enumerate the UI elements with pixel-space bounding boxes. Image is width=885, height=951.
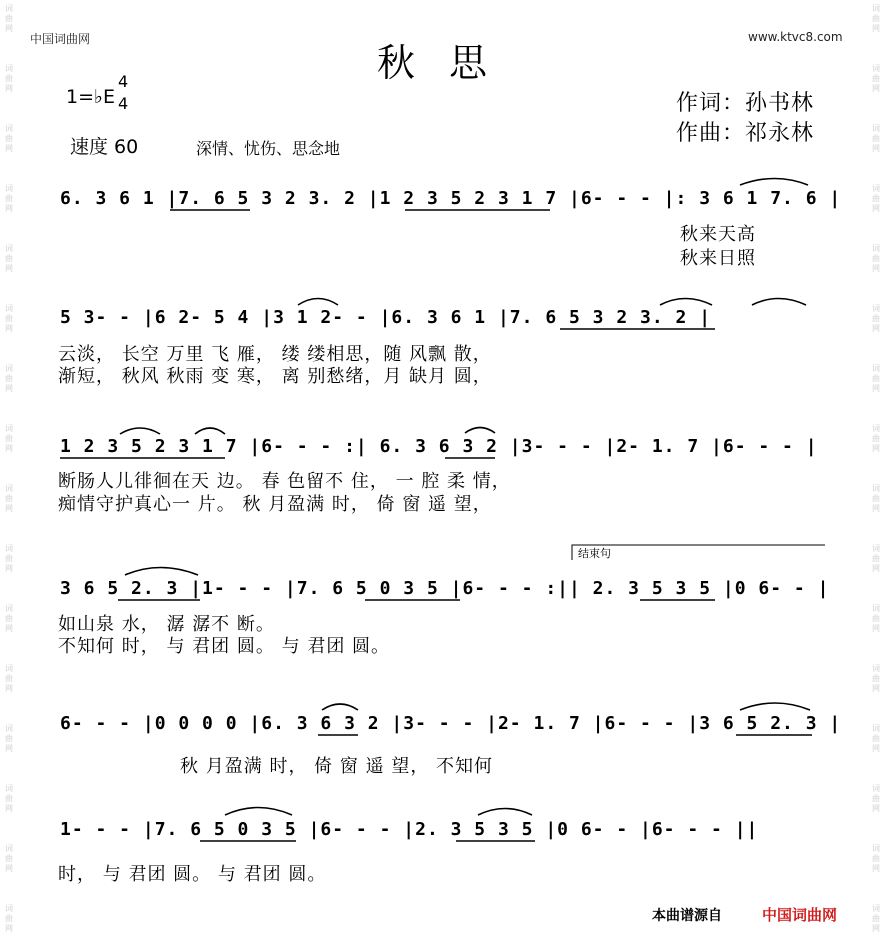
watermark-text: 词 曲 网 bbox=[872, 244, 880, 273]
score-row-1-lyric-1: 秋来天高 bbox=[680, 224, 756, 245]
score-row-1-notes: 6. 3 6 1 |7. 6 5 3 2 3. 2 |1 2 3 5 2 3 1 7 |6- - - |: 3 6 1 7. 6 | bbox=[60, 188, 842, 209]
ending-bracket-label: 结束句 bbox=[578, 547, 611, 560]
watermark-text: 词 曲 网 bbox=[872, 844, 880, 873]
score-row-4-lyric-1: 如山泉 水， 潺 潺不 断。 bbox=[58, 614, 275, 635]
watermark-text: 词 曲 网 bbox=[5, 64, 13, 93]
score-row-4-lyric-2: 不知何 时， 与 君团 圆。 与 君团 圆。 bbox=[58, 636, 391, 657]
watermark-text: 词 曲 网 bbox=[872, 544, 880, 573]
score-row-3-lyric-1: 断肠人儿徘徊在天 边。 春 色留不 住， 一 腔 柔 情， bbox=[58, 471, 511, 492]
site-name-left: 中国词曲网 bbox=[30, 32, 91, 46]
score-row-4-notes: 3 6 5 2. 3 |1- - - |7. 6 5 0 3 5 |6- - - :|| 2. 3 5 3 5 |0 6- - | bbox=[60, 578, 830, 599]
score-row-2-notes: 5 3- - |6 2- 5 4 |3 1 2- - |6. 3 6 1 |7. 6 5 3 2 3. 2 | bbox=[60, 307, 712, 328]
score-row-2-lyric-2: 渐短， 秋风 秋雨 变 寒， 离 别愁绪，月 缺月 圆， bbox=[58, 366, 492, 387]
watermark-text: 词 曲 网 bbox=[5, 544, 13, 573]
watermark-text: 词 曲 网 bbox=[5, 184, 13, 213]
ending-bracket bbox=[572, 545, 825, 560]
watermark-text: 词 曲 网 bbox=[872, 904, 880, 933]
score-row-3-notes: 1 2 3 5 2 3 1 7 |6- - - :| 6. 3 6 3 2 |3- - - |2- 1. 7 |6- - - | bbox=[60, 436, 818, 457]
tempo: 速度 60 bbox=[70, 136, 139, 158]
source-label: 本曲谱源自 bbox=[652, 908, 722, 924]
composer: 作曲：祁永林 bbox=[676, 121, 815, 146]
watermark-text: 词 曲 网 bbox=[872, 424, 880, 453]
score-row-6-lyric-1: 时， 与 君团 圆。 与 君团 圆。 bbox=[58, 864, 327, 885]
watermark-text: 词 曲 网 bbox=[872, 184, 880, 213]
watermark-text: 词 曲 网 bbox=[5, 904, 13, 933]
watermark-text: 词 曲 网 bbox=[5, 784, 13, 813]
source-brand: 中国词曲网 bbox=[762, 906, 838, 924]
watermark-text: 词 曲 网 bbox=[5, 364, 13, 393]
watermark-text: 词 曲 网 bbox=[5, 724, 13, 753]
watermark-text: 词 曲 网 bbox=[5, 124, 13, 153]
watermark-text: 词 曲 网 bbox=[5, 484, 13, 513]
lyricist: 作词：孙书林 bbox=[676, 91, 815, 116]
slur bbox=[125, 568, 198, 576]
key-signature: 1=♭E bbox=[66, 86, 115, 108]
watermark-text: 词 曲 网 bbox=[5, 664, 13, 693]
score-row-2-lyric-1: 云淡， 长空 万里 飞 雁， 缕 缕相思，随 风飘 散， bbox=[58, 344, 492, 365]
site-url: www.ktvc8.com bbox=[748, 30, 843, 44]
watermark-text: 词 曲 网 bbox=[872, 484, 880, 513]
slur bbox=[225, 808, 292, 816]
slur bbox=[465, 428, 495, 434]
slur bbox=[298, 299, 338, 306]
watermark-text: 词 曲 网 bbox=[872, 64, 880, 93]
score-row-1-lyric-2: 秋来日照 bbox=[680, 248, 756, 269]
watermark-text: 词 曲 网 bbox=[5, 844, 13, 873]
watermark-text: 词 曲 网 bbox=[5, 244, 13, 273]
watermark-text: 词 曲 网 bbox=[872, 784, 880, 813]
watermark-text: 词 曲 网 bbox=[5, 604, 13, 633]
score-row-3-lyric-2: 痴情守护真心一 片。 秋 月盈满 时， 倚 窗 遥 望， bbox=[58, 494, 492, 515]
watermark-text: 词 曲 网 bbox=[872, 304, 880, 333]
slur bbox=[195, 428, 225, 434]
slur bbox=[478, 809, 532, 816]
time-sig-top: 4 bbox=[118, 72, 129, 91]
watermark-text: 词 曲 网 bbox=[5, 424, 13, 453]
watermark-text: 词 曲 网 bbox=[5, 4, 13, 33]
score-row-5-notes: 6- - - |0 0 0 0 |6. 3 6 3 2 |3- - - |2- 1. 7 |6- - - |3 6 5 2. 3 | bbox=[60, 713, 842, 734]
slur bbox=[752, 299, 806, 306]
score-row-5-lyric-1: 秋 月盈满 时， 倚 窗 遥 望， 不知何 bbox=[180, 756, 494, 777]
watermark-text: 词 曲 网 bbox=[872, 724, 880, 753]
slur bbox=[322, 704, 358, 710]
expression-mark: 深情、忧伤、思念地 bbox=[196, 139, 341, 158]
watermark-text: 词 曲 网 bbox=[872, 4, 880, 33]
watermark-text: 词 曲 网 bbox=[5, 304, 13, 333]
slur bbox=[740, 703, 810, 710]
slur bbox=[740, 179, 808, 186]
watermark-text: 词 曲 网 bbox=[872, 604, 880, 633]
watermark-text: 词 曲 网 bbox=[872, 124, 880, 153]
watermark-text: 词 曲 网 bbox=[872, 664, 880, 693]
time-sig-bottom: 4 bbox=[118, 94, 129, 113]
watermark-text: 词 曲 网 bbox=[872, 364, 880, 393]
slur bbox=[660, 299, 712, 306]
song-title: 秋思 bbox=[377, 41, 522, 85]
slur bbox=[120, 428, 160, 434]
score-row-6-notes: 1- - - |7. 6 5 0 3 5 |6- - - |2. 3 5 3 5 |0 6- - |6- - - || bbox=[60, 819, 759, 840]
